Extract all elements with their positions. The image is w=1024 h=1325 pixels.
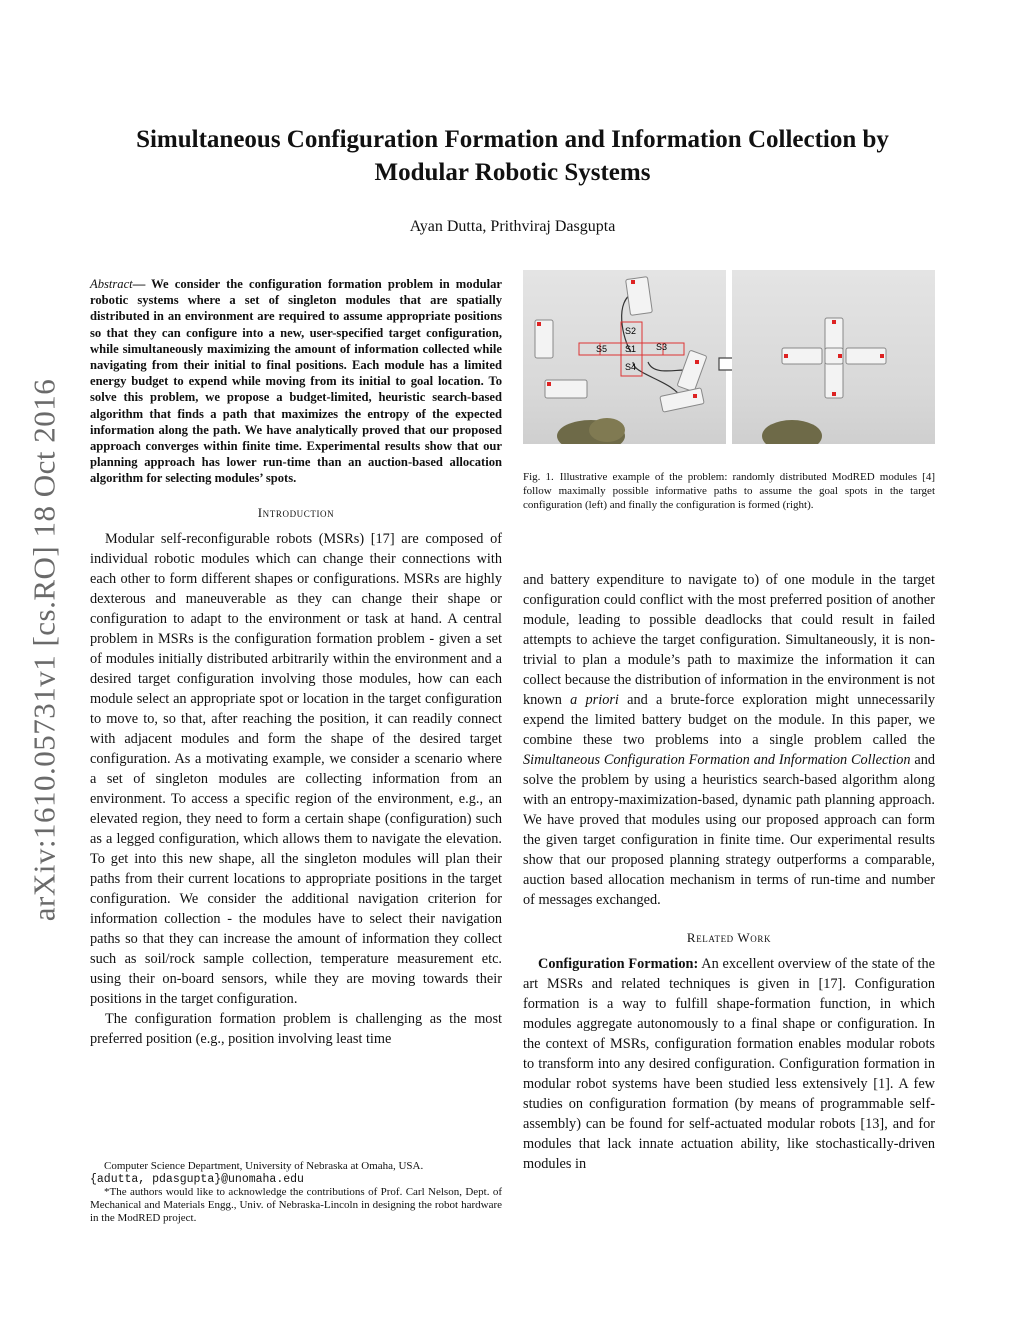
module-marker [631,280,635,284]
arxiv-stamp-text: arXiv:1610.05731v1 [cs.RO] 18 Oct 2016 [26,378,61,922]
rock-icon [589,418,625,442]
paper-title: Simultaneous Configuration Formation and Information Collection by Modular Robotic Systems [136,126,889,186]
module-marker [547,382,551,386]
module-marker [693,394,697,398]
related-work-heading: Related Work [686,930,772,945]
abstract-lead: Abstract [90,277,133,291]
intro-paragraph-2: The configuration formation problem is challenging as the most preferred position (e.g., position involving least time [90,1010,502,1047]
arxiv-identifier-stamp [24,340,64,960]
figure-panels [523,270,935,444]
module-marker [537,322,541,326]
introduction-heading: Introduction [257,504,335,520]
spot-label-s1: S1 [625,344,637,354]
left-column [90,276,502,1049]
robot-module [660,388,704,412]
rock-icon [762,420,822,444]
spot-label-s5: S5 [596,344,608,354]
paragraph-label: Configuration Formation: [538,956,699,972]
formed-configuration [782,318,886,398]
figure-panel-final [732,270,935,444]
figure-caption [523,470,935,512]
intro-paragraph-1: Modular self-reconfigurable robots (MSRs) [17] are composed of individual robotic modules which can change their connections with each other to form different shapes or configurations. MSRs are highly dexterous and maneuverable as they can change their shape or configuration to adapt to the environment or task at hand. A central problem in MSRs is the configuration formation problem - given a set of modules initially distributed arbitrarily within the environment and a desired target configuration involving those modules, how can each module select an appropriate spot or location in the target configuration to move to, so that, after reaching the position, it can readily connect with adjacent modules and form the shape of the desired target configuration. As a motivating example, we consider a scenario where a set of singleton modules are collecting information from an environment. To access a specific region of the environment, e.g., an elevated region, they need to form a certain shape (configuration) such as a legged configuration, which allows them to navigate the elevation. To get into this new shape, all the singleton modules will plan their paths from their current locations to appropriate positions in the target configuration. We consider the additional navigation criterion for information collection - the modules have to select their navigation paths so that they can increase the amount of information they collect such as soil/rock sample collection, temperature measurement etc. using their on-board sensors, while they are moving towards their positions in the target configuration. [90,530,502,1007]
robot-module [545,380,587,398]
text-run: An excellent overview of the state of the art MSRs and related techniques is given in [17]. Configuration formation is a way to fulfill shape-formation function, in which modules aggregate autonomously to a final shape or configuration. In the context of MSRs, configuration formation enables modular robots to transform into any desired configuration. Configuration formation in modular robot systems have been studied less extensively [1]. A few studies on configuration formation (by means of programmable self-assembly) can be found for self-actuated modular robots [13], and for modules that lack innate actuation ability, like stochastically-driven modules in [523,956,935,1172]
configuration-formation-paragraph [523,954,935,1174]
robot-module [677,350,707,392]
figure-panel-final-drawing [732,270,935,444]
module-marker [695,360,699,364]
module-marker [832,392,836,396]
module-marker [880,354,884,358]
spot-label-s2: S2 [625,326,637,336]
figure-panel-initial [523,270,726,444]
abstract-text: — We consider the configuration formation problem in modular robotic systems where a set of singleton modules that are spatially distributed in an environment are required to assume appropriate positions so that they can configure into a new, user-specified target configuration, while simultaneously maximizing the amount of information collected while navigating from their initial to final positions. Each module has a limited energy budget to expend while moving from its initial to goal location. To solve this problem, we propose a budget-limited, heuristic search-based algorithm that finds a path that maximizes the entropy of the expected information along the path. We have analytically proved that our proposed approach converges within finite time. Experimental results show that our planning approach has lower run-time than an auction-based allocation algorithm for selecting modules’ spots. [90,277,502,486]
spot-label-s4: S4 [625,362,637,372]
paper-authors: Ayan Dutta, Prithviraj Dasgupta [409,218,616,235]
module-marker [832,320,836,324]
figure-caption-label: Fig. 1. [523,471,554,483]
figure-caption-text: Illustrative example of the problem: randomly distributed ModRED modules [4] follow maximally possible informative paths to assume the goal spots in the target configuration (left) and finally the configuration is formed (right). [523,471,935,511]
text-run-italic: a priori [570,692,619,708]
intro-paragraph-2-continued [523,570,935,910]
figure-panel-initial-drawing [523,270,726,444]
footnotes [90,1160,502,1225]
footnote-emails: {adutta, pdasgupta}@unomaha.edu [90,1173,304,1186]
text-run: and solve the problem by using a heuristics search-based algorithm along with an entropy-maximization-based, dynamic path planning approach. We have proved that modules using our proposed approach can form the given target configuration in finite time. Our experimental results show that our proposed planning strategy outperforms a comparable, auction based allocation mechanism in terms of run-time and number of messages exchanged. [523,752,935,908]
text-run: and a brute-force exploration might unnecessarily expend the limited battery budget on the module. In this paper, we combine these two problems into a single problem called the [523,692,936,748]
robot-module [626,277,653,316]
module-marker [784,354,788,358]
footnote-acknowledgement: *The authors would like to acknowledge the contributions of Prof. Carl Nelson, Dept. of Mechanical and Materials Engg., Univ. of Nebraska-Lincoln in designing the robot hardware in the ModRED project. [90,1186,502,1224]
text-run-italic: Simultaneous Configuration Formation and Information Collection [523,752,911,768]
module-path [648,362,685,371]
footnote-affiliation: Computer Science Department, University of Nebraska at Omaha, USA. [104,1160,424,1172]
figure-1 [523,270,935,512]
spot-label-s3: S3 [656,342,668,352]
module-marker [838,354,842,358]
right-column [523,570,935,1174]
abstract [90,276,502,487]
text-run: and battery expenditure to navigate to) of one module in the target configuration could conflict with the most preferred position of another module, leading to possible deadlocks that could result in failed attempts to achieve the target configuration. Simultaneously, it is non-trivial to plan a module’s path to maximize the information it can collect because the distribution of information in the environment is not known [523,572,935,708]
